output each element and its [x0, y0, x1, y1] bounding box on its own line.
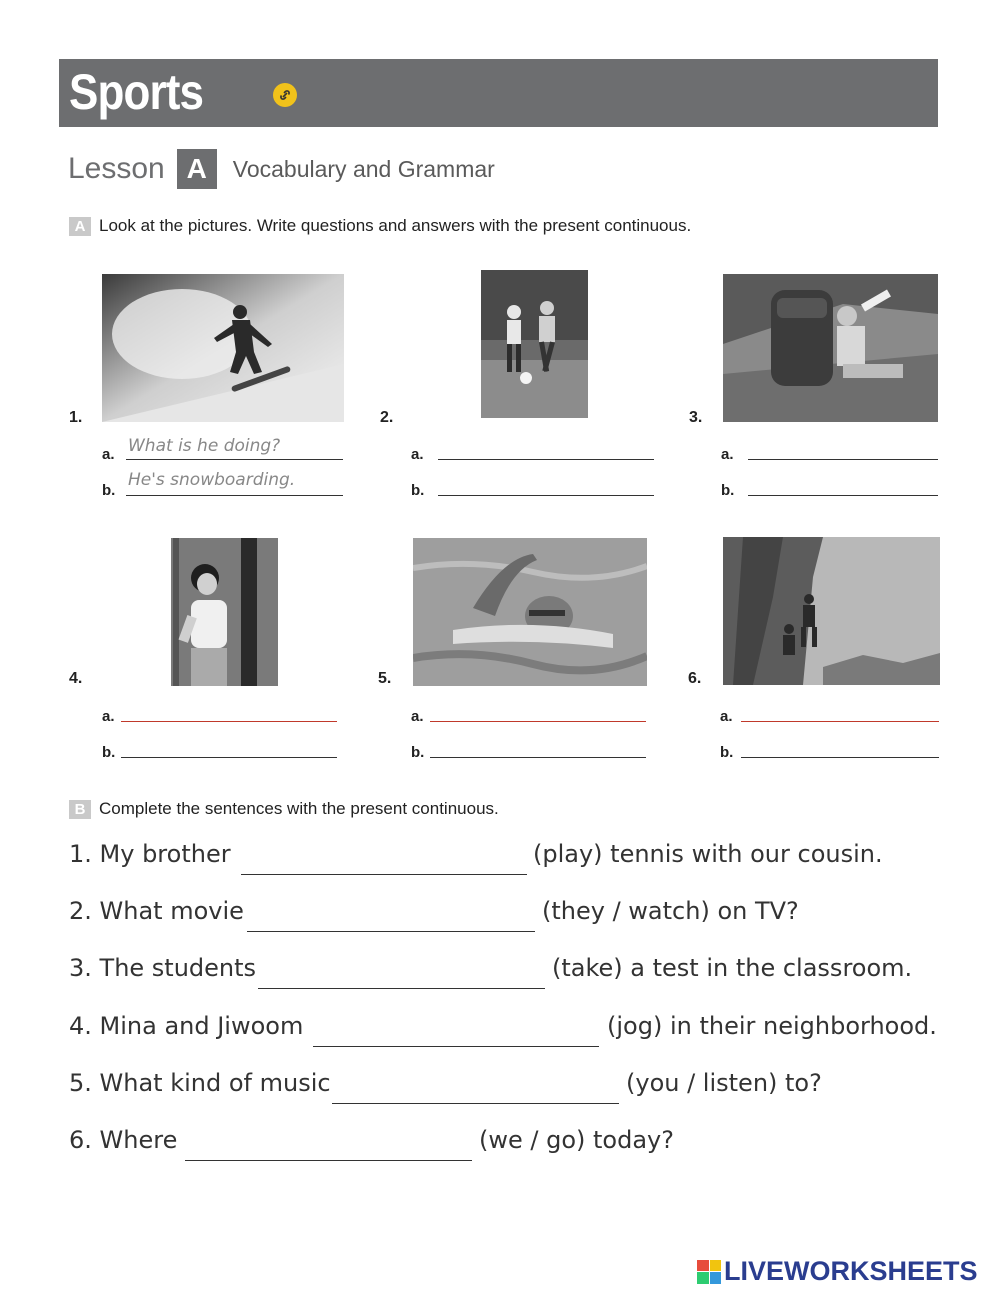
item-6-b-label: b. [720, 744, 734, 761]
lesson-letter: A [177, 149, 217, 189]
sentence-2-before: 2. What movie [69, 897, 244, 925]
item-6-a-line[interactable] [741, 721, 939, 722]
lesson-word: Lesson [68, 152, 165, 185]
sentence-3-before: 3. The students [69, 954, 257, 982]
item-6-b-line[interactable] [741, 757, 939, 758]
sentence-3 [69, 954, 949, 1014]
item-5-b-label: b. [411, 744, 425, 761]
sentence-5-blank[interactable] [332, 1103, 619, 1104]
photo-snowboarder [102, 274, 344, 422]
sentence-4-before: 4. Mina and Jiwoom [69, 1012, 304, 1040]
item-4-a-label: a. [102, 708, 115, 725]
item-2-a-line[interactable] [438, 459, 654, 460]
sentence-3-blank[interactable] [258, 988, 545, 989]
sentence-3-after: (take) a test in the classroom. [552, 954, 913, 982]
item-1-number: 1. [69, 409, 83, 426]
photo-man-swimming [413, 538, 647, 686]
photo-kids-playing-soccer [481, 270, 588, 418]
title-bar [59, 59, 938, 127]
item-4-b-label: b. [102, 744, 116, 761]
item-5-a-line[interactable] [430, 721, 646, 722]
sentence-1-before: 1. My brother [69, 840, 231, 868]
photo-rock-climbers [723, 537, 940, 685]
section-a-letter: A [69, 217, 91, 236]
section-b-text: Complete the sentences with the present continuous. [99, 799, 499, 818]
item-5-a-label: a. [411, 708, 424, 725]
sentence-2-after: (they / watch) on TV? [542, 897, 799, 925]
section-a-instruction [69, 216, 691, 236]
sentence-6 [69, 1126, 949, 1186]
sentence-2-blank[interactable] [247, 931, 535, 932]
liveworksheets-brand[interactable] [697, 1256, 978, 1287]
sentence-5-after: (you / listen) to? [626, 1069, 822, 1097]
item-3-number: 3. [689, 409, 703, 426]
item-4-a-line[interactable] [121, 721, 337, 722]
link-icon[interactable] [273, 83, 297, 107]
item-1-a-answer: What is he doing? [128, 436, 281, 456]
item-1-b-line[interactable] [126, 495, 343, 496]
item-4-b-line[interactable] [121, 757, 337, 758]
sentence-6-after: (we / go) today? [479, 1126, 674, 1154]
sentence-6-before: 6. Where [69, 1126, 178, 1154]
item-2-b-line[interactable] [438, 495, 654, 496]
sentence-5-before: 5. What kind of music [69, 1069, 331, 1097]
item-3-a-label: a. [721, 446, 734, 463]
sentence-5 [69, 1069, 949, 1129]
sentence-1 [69, 840, 949, 900]
photo-woman-jogging [171, 538, 278, 686]
sentence-1-blank[interactable] [241, 874, 527, 875]
item-5-number: 5. [378, 670, 392, 687]
lesson-heading [68, 148, 495, 190]
item-6-a-label: a. [720, 708, 733, 725]
page-title: Sports [69, 64, 204, 120]
section-b-letter: B [69, 800, 91, 819]
lesson-subtitle: Vocabulary and Grammar [232, 155, 495, 182]
sentence-6-blank[interactable] [185, 1160, 472, 1161]
item-1-a-label: a. [102, 446, 115, 463]
brand-name: LIVEWORKSHEETS [724, 1256, 978, 1286]
sentence-4-blank[interactable] [313, 1046, 599, 1047]
item-2-number: 2. [380, 409, 394, 426]
item-4-number: 4. [69, 670, 83, 687]
item-2-a-label: a. [411, 446, 424, 463]
sentence-1-after: (play) tennis with our cousin. [533, 840, 883, 868]
sentence-4 [69, 1012, 949, 1072]
item-5-b-line[interactable] [430, 757, 646, 758]
section-b-instruction [69, 799, 499, 819]
section-a-text: Look at the pictures. Write questions and answers with the present continuous. [99, 216, 692, 235]
liveworksheets-logo-icon [697, 1260, 721, 1284]
item-1-b-label: b. [102, 482, 116, 499]
item-3-a-line[interactable] [748, 459, 938, 460]
item-3-b-label: b. [721, 482, 735, 499]
item-1-a-line[interactable] [126, 459, 343, 460]
item-2-b-label: b. [411, 482, 425, 499]
item-1-b-answer: He's snowboarding. [128, 470, 296, 490]
sentence-4-after: (jog) in their neighborhood. [607, 1012, 937, 1040]
item-3-b-line[interactable] [748, 495, 938, 496]
photo-hiker-drinking [723, 274, 938, 422]
sentence-2 [69, 897, 949, 957]
item-6-number: 6. [688, 670, 702, 687]
